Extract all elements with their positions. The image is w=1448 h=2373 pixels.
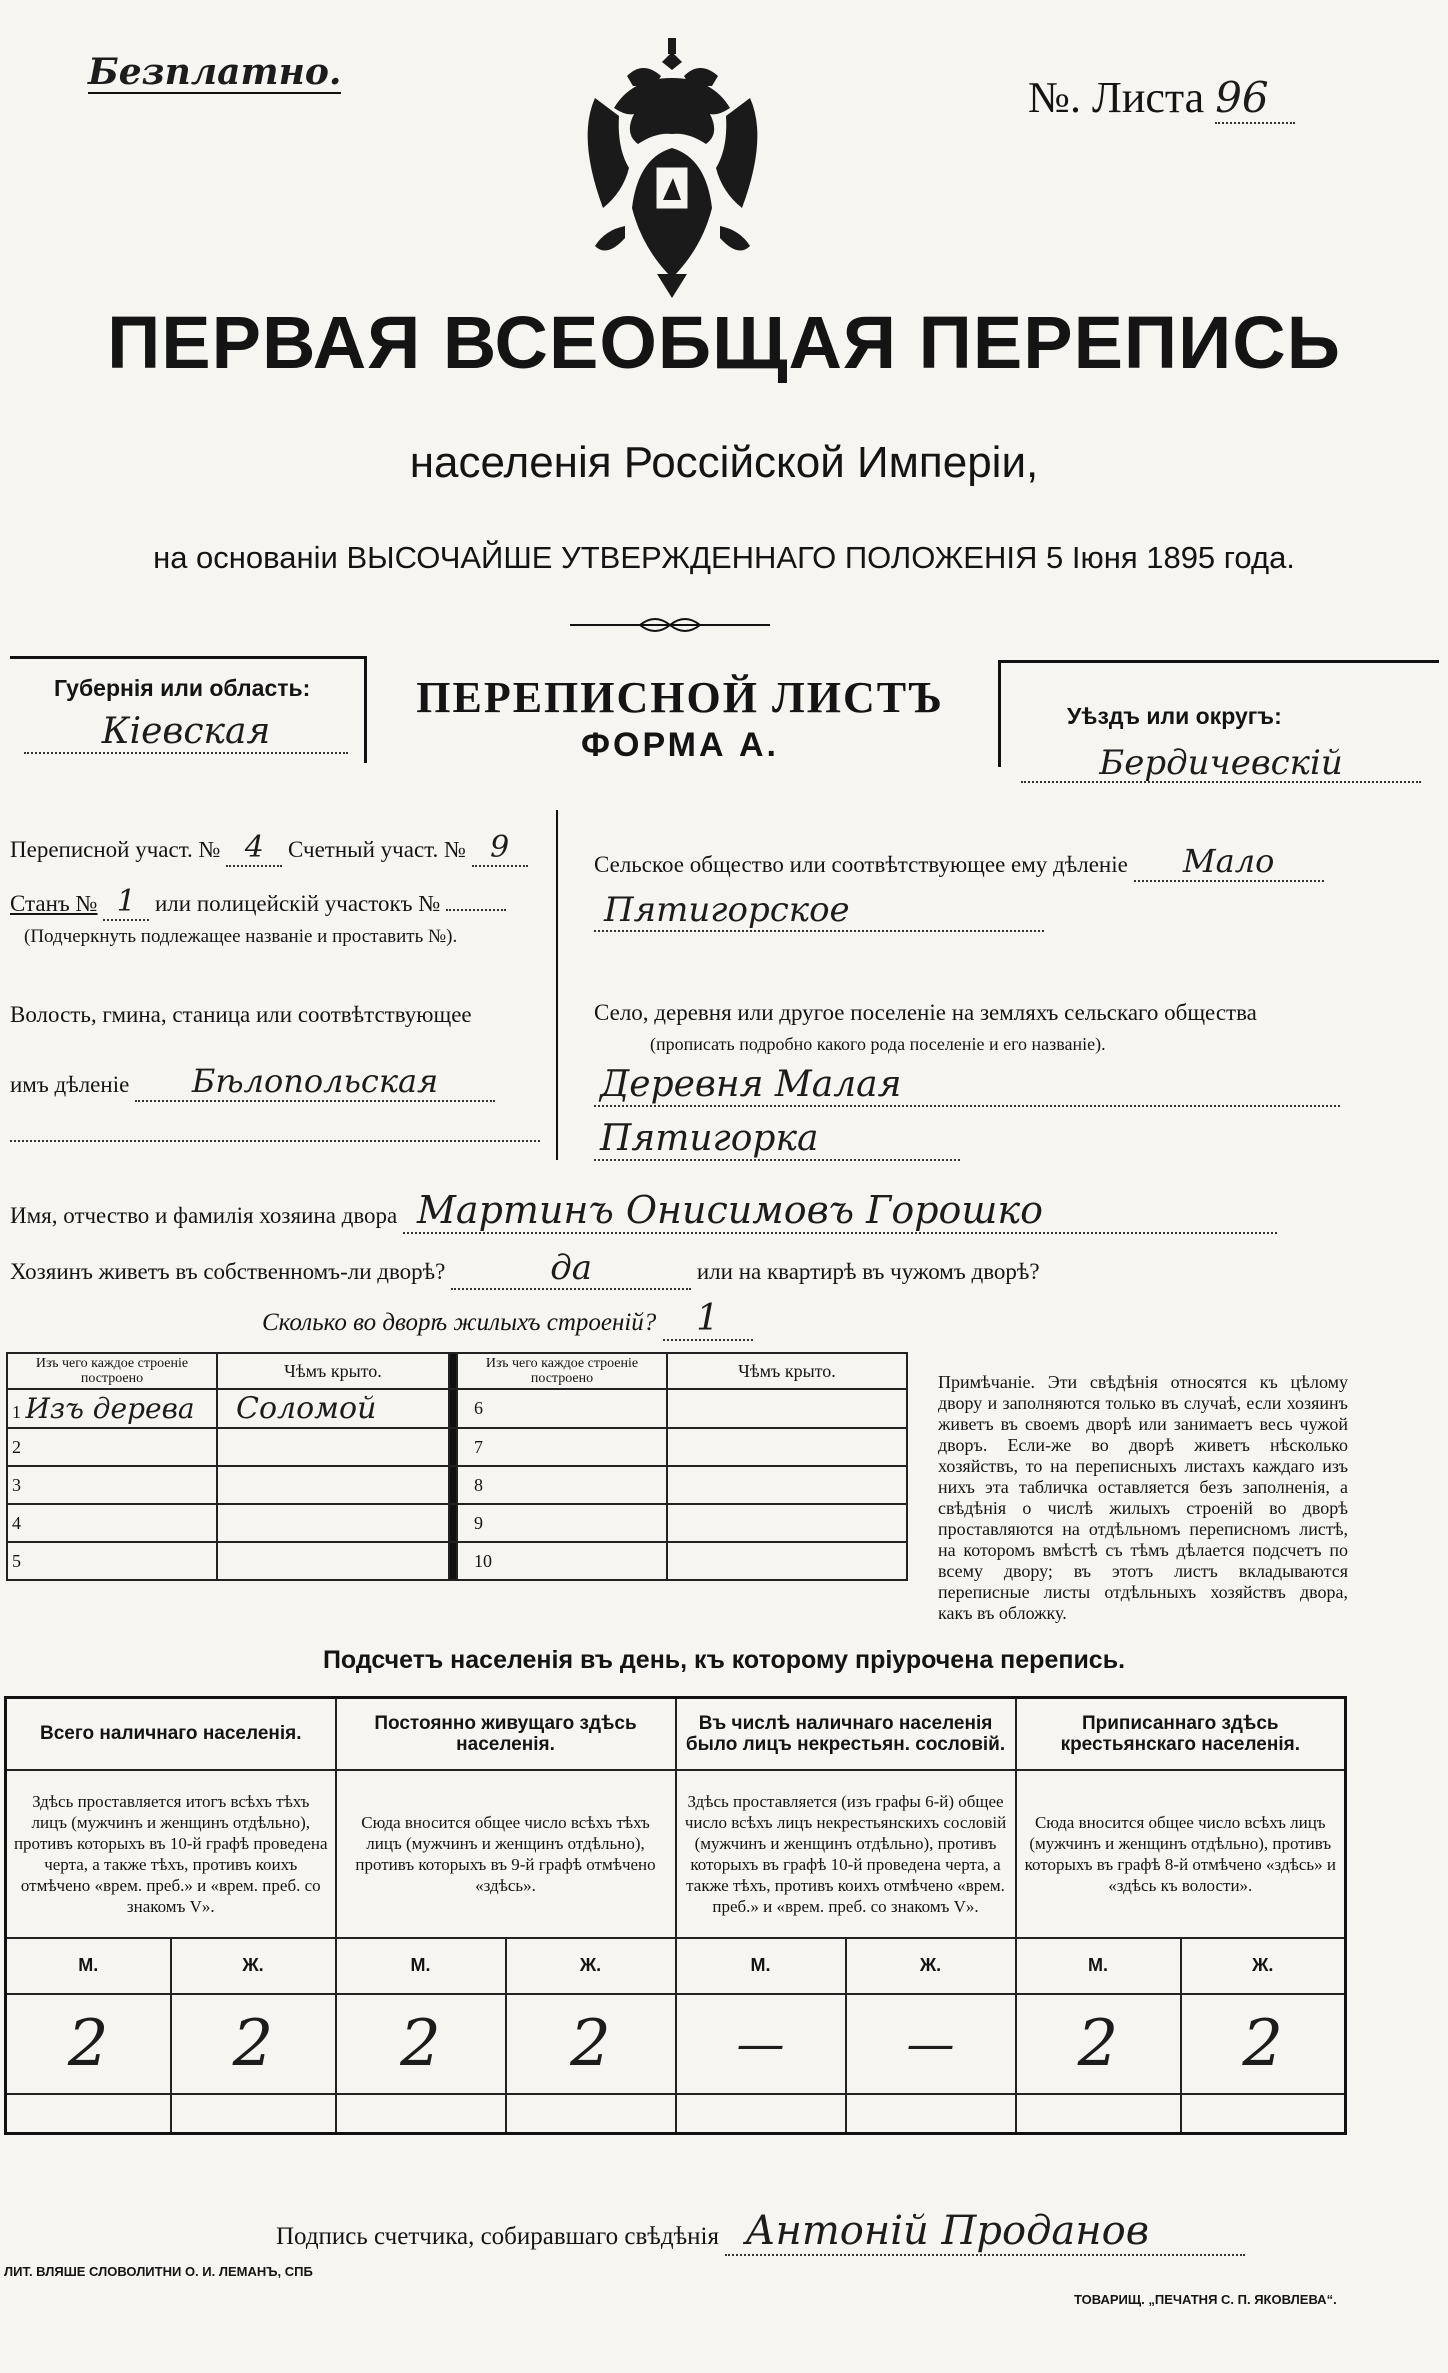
- pop-col-2-m-value: 2: [336, 1994, 506, 2094]
- pop-col-4-desc: Сюда вносится общее число всѣхъ лицъ (мужчинъ и женщинъ отдѣльно), противъ которыхъ въ графѣ 8-й отмѣчено «здѣсь» и «здѣсь къ волости».: [1016, 1770, 1346, 1938]
- pop-col-2-desc: Сюда вносится общее число всѣхъ тѣхъ лицъ (мужчинъ и женщинъ отдѣльно), противъ которыхъ въ 9-й графѣ отмѣчено «здѣсь».: [336, 1770, 676, 1938]
- population-title: Подсчетъ населенія въ день, къ которому пріурочена перепись.: [322, 1646, 1126, 1674]
- buildings-value: 1: [663, 1298, 753, 1341]
- pop-col-2-m-label: М.: [336, 1938, 506, 1994]
- footer-right: ТОВАРИЩ. „ПЕЧАТНЯ С. П. ЯКОВЛЕВА“.: [1074, 2292, 1337, 2307]
- stan-label: Станъ №: [10, 891, 98, 916]
- bld-row-10: 10: [457, 1542, 667, 1580]
- pop-col-4-f-value: 2: [1181, 1994, 1346, 2094]
- signature-label: Подпись счетчика, собиравшаго свѣдѣнія: [276, 2223, 719, 2250]
- village-hint: (прописать подробно какого рода поселеніе и его названіе).: [650, 1034, 1106, 1054]
- volost-line1: Волость, гмина, станица или соотвѣтствующее: [10, 1002, 472, 1027]
- society-line: [594, 842, 1324, 882]
- stan-value: 1: [103, 884, 149, 921]
- bld-header-roof-2: Чѣмъ крыто.: [667, 1353, 907, 1389]
- ornament-divider: [570, 612, 770, 638]
- census-subtitle: населенія Россійской Имперіи,: [409, 438, 1039, 487]
- pop-col-4-m-value: 2: [1016, 1994, 1181, 2094]
- footer-left: ЛИТ. ВЛЯШЕ СЛОВОЛИТНИ О. И. ЛЕМАНЪ, СПБ: [4, 2264, 313, 2279]
- bld-header-material: Изъ чего каждое строеніе построено: [7, 1353, 217, 1389]
- buildings-note: Примѣчаніе. Эти свѣдѣнія относятся къ цѣлому двору и заполняются только въ случаѣ, если хозяинъ живетъ въ своемъ дворѣ или занимаетъ весь чужой дворъ. Если-же во дворѣ живетъ нѣсколько хозяйствъ, то на переписныхъ листахъ каждаго изъ нихъ эта табличка оставляется безъ заполненія, а свѣдѣнія о числѣ жилыхъ строеній во дворѣ проставляются на отдѣльномъ переписномъ листѣ, на которомъ вмѣстѣ съ тѣмъ дѣлается подсчетъ по всему двору; въ этотъ листъ вкладываются переписные листы отдѣльныхъ хозяйствъ двора, какъ въ обложку.: [938, 1372, 1348, 1623]
- pop-col-4-head: Приписаннаго здѣсь крестьянскаго населенія.: [1016, 1698, 1346, 1770]
- lives-own-line: [10, 1248, 1040, 1290]
- bld-header-material-2: Изъ чего каждое строеніе построено: [457, 1353, 667, 1389]
- census-district-label: Переписной участ. №: [10, 837, 221, 862]
- pop-col-3-m-label: М.: [676, 1938, 846, 1994]
- eagle-emblem-icon: [575, 38, 770, 298]
- free-label: Безплатно.: [88, 51, 342, 93]
- pop-col-3-f-label: Ж.: [846, 1938, 1016, 1994]
- buildings-line: [262, 1298, 753, 1341]
- pop-col-2-f-value: 2: [506, 1994, 676, 2094]
- bld-row-9: 9: [457, 1504, 667, 1542]
- village-line1: Село, деревня или другое поселеніе на земляхъ сельскаго общества: [594, 1000, 1257, 1025]
- stan-line: [10, 884, 506, 921]
- village-value-1: Деревня Малая: [594, 1064, 1340, 1107]
- lives-own-label: Хозяинъ живетъ въ собственномъ-ли дворѣ?: [10, 1259, 446, 1284]
- bld-row-2: 2: [7, 1428, 217, 1466]
- pop-col-1-desc: Здѣсь проставляется итогъ всѣхъ тѣхъ лицъ (мужчинъ и женщинъ отдѣльно), противъ которыхъ въ 10-й графѣ проведена черта, а также тѣхъ, противъ коихъ отмѣчено «врем. преб.» и «врем. преб. со знакомъ V».: [6, 1770, 336, 1938]
- legal-basis: на основаніи ВЫСОЧАЙШЕ УТВЕРЖДЕННАГО ПОЛОЖЕНІЯ 5 Іюня 1895 года.: [153, 540, 1295, 575]
- pop-col-1-m-value: 2: [6, 1994, 171, 2094]
- buildings-table: [6, 1352, 908, 1581]
- owner-value: Мартинъ Онисимовъ Горошко: [403, 1188, 1277, 1234]
- village-value-2: Пятигорка: [594, 1118, 960, 1161]
- population-table: [4, 1696, 1347, 2135]
- form-title: ПЕРЕПИСНОЙ ЛИСТЪ: [416, 673, 944, 722]
- districts-line: [10, 830, 528, 867]
- guberniya-box: [10, 656, 367, 763]
- bld-row-8: 8: [457, 1466, 667, 1504]
- form-subtitle: ФОРМА А.: [580, 726, 780, 764]
- pop-col-4-f-label: Ж.: [1181, 1938, 1346, 1994]
- pop-col-1-head: Всего наличнаго населенія.: [6, 1698, 336, 1770]
- sheet-number-label: №. Листа: [1028, 73, 1205, 122]
- lives-own-value: да: [451, 1248, 691, 1290]
- volost-line2: [10, 1062, 495, 1102]
- stan-alt: или полицейскій участокъ №: [154, 891, 441, 916]
- bld-row-1-material: 1 Изъ дерева: [7, 1389, 217, 1428]
- volost-blank-line: [10, 1140, 540, 1142]
- bld-row-4: 4: [7, 1504, 217, 1542]
- count-district-label: Счетный участ. №: [287, 837, 466, 862]
- signature-line: [276, 2208, 1245, 2256]
- buildings-label: Сколько во дворѣ жилыхъ строеній?: [262, 1309, 657, 1336]
- census-title: ПЕРВАЯ ВСЕОБЩАЯ ПЕРЕПИСЬ: [107, 301, 1341, 384]
- info-divider: [556, 810, 558, 1160]
- pop-col-1-f-value: 2: [171, 1994, 336, 2094]
- uezd-value: Бердичевскій: [1021, 745, 1421, 783]
- pop-col-4-m-label: М.: [1016, 1938, 1181, 1994]
- census-district-value: 4: [226, 830, 282, 867]
- owner-label: Имя, отчество и фамилія хозяина двора: [10, 1203, 398, 1228]
- pop-col-3-head: Въ числѣ наличнаго населенія было лицъ некрестьян. сословій.: [676, 1698, 1016, 1770]
- signature-value: Антоній Проданов: [725, 2208, 1245, 2256]
- society-value-1: Мало: [1134, 842, 1324, 882]
- uezd-box: [998, 660, 1439, 783]
- stan-hint: (Подчеркнуть подлежащее названіе и проставить №).: [24, 926, 458, 947]
- pop-col-1-f-label: Ж.: [171, 1938, 336, 1994]
- pop-col-1-m-label: М.: [6, 1938, 171, 1994]
- bld-row-1-roof: Соломой: [217, 1389, 449, 1428]
- volost-label: имъ дѣленіе: [10, 1072, 130, 1097]
- pop-col-3-f-value: —: [846, 1994, 1016, 2094]
- bld-row-5: 5: [7, 1542, 217, 1580]
- bld-header-roof: Чѣмъ крыто.: [217, 1353, 449, 1389]
- bld-row-6: 6: [457, 1389, 667, 1428]
- pop-col-2-head: Постоянно живущаго здѣсь населенія.: [336, 1698, 676, 1770]
- sheet-number: [1028, 72, 1295, 124]
- uezd-label: Уѣздъ или округъ:: [1067, 703, 1282, 729]
- bld-row-7: 7: [457, 1428, 667, 1466]
- count-district-value: 9: [472, 830, 528, 867]
- society-label: Сельское общество или соотвѣтствующее ему дѣленіе: [594, 852, 1128, 877]
- society-value-2: Пятигорское: [594, 890, 1044, 932]
- owner-line: [10, 1188, 1277, 1234]
- pop-col-2-f-label: Ж.: [506, 1938, 676, 1994]
- volost-value: Бѣлопольская: [135, 1062, 495, 1102]
- guberniya-value: Кіевская: [24, 711, 348, 754]
- pop-col-3-desc: Здѣсь проставляется (изъ графы 6-й) общее число всѣхъ лицъ некрестьянскихъ сословій (мужчинъ и женщинъ отдѣльно), противъ которыхъ въ графѣ 10-й проведена черта, а также тѣхъ, противъ коихъ отмѣчено «врем. преб.» и «врем. преб. со знакомъ V».: [676, 1770, 1016, 1938]
- lives-own-alt: или на квартирѣ въ чужомъ дворѣ?: [696, 1259, 1040, 1284]
- guberniya-label: Губернія или область:: [54, 675, 311, 701]
- sheet-number-value: 96: [1215, 73, 1295, 124]
- pop-col-3-m-value: —: [676, 1994, 846, 2094]
- bld-row-3: 3: [7, 1466, 217, 1504]
